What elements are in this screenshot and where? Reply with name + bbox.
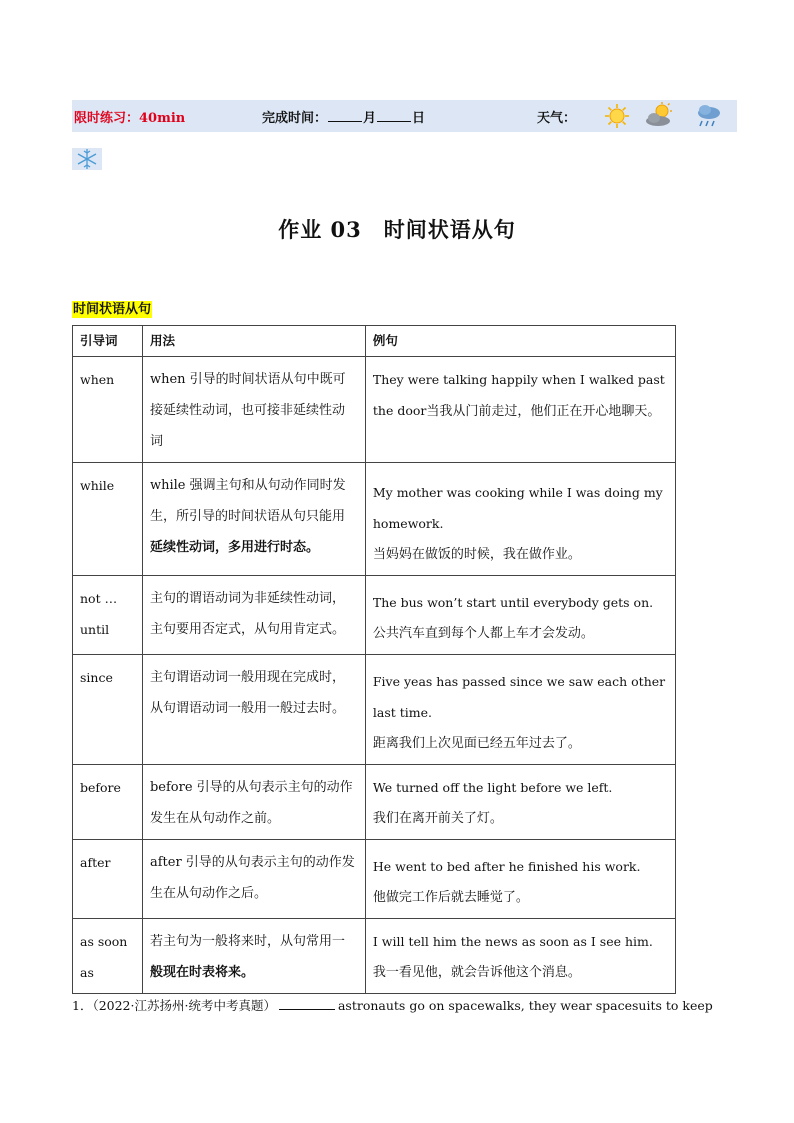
table-row: [73, 463, 676, 576]
keyword-cell: before: [73, 765, 143, 840]
question-text: astronauts go on spacewalks, they wear spacesuits to keep: [337, 998, 713, 1013]
question-1: [72, 996, 713, 1014]
usage-cell: [142, 357, 365, 463]
keyword-cell: while: [73, 463, 143, 576]
table-row: [73, 655, 676, 765]
day-blank[interactable]: [377, 109, 411, 122]
example-en: The bus won’t start until everybody gets on.: [372, 595, 654, 610]
title-part1: 作业 03: [278, 217, 362, 242]
example-cn: 公共汽车直到每个人都上车才会发动。: [372, 626, 594, 641]
example-cn: 他做完工作后就去睡觉了。: [372, 890, 529, 905]
example-cell: [365, 765, 675, 840]
title-part2: 时间状语从句: [383, 217, 516, 242]
partly-cloudy-icon: [644, 102, 676, 128]
weather-label: 天气：: [537, 110, 577, 126]
grammar-table: [72, 325, 676, 994]
keyword-cell: not … until: [73, 576, 143, 655]
answer-blank[interactable]: [279, 998, 335, 1010]
usage-text: 若主句为一般将来时，从句常用一: [149, 934, 345, 949]
example-cn: 当我从门前走过，他们正在开心地聊天。: [426, 404, 661, 419]
example-en: My mother was cooking while I was doing my homework.: [372, 485, 663, 531]
example-en: We turned off the light before we left.: [372, 780, 613, 795]
completion-label: 完成时间：: [262, 110, 328, 126]
header-example: 例句: [365, 326, 675, 357]
usage-text: when 引导的时间状语从句中既可接延续性动词，也可接非延续性动词: [149, 372, 346, 449]
day-label: 日: [412, 110, 426, 126]
example-cell: [365, 840, 675, 919]
table-row: [73, 576, 676, 655]
usage-cell: [142, 463, 365, 576]
keyword-cell: after: [73, 840, 143, 919]
usage-bold-text: 般现在时表将来。: [149, 965, 254, 980]
example-en: I will tell him the news as soon as I see him.: [372, 934, 653, 949]
example-cell: [365, 357, 675, 463]
usage-bold-text: 延续性动词，多用进行时态。: [149, 540, 319, 555]
keyword-cell: since: [73, 655, 143, 765]
usage-text: while 强调主句和从句动作同时发生，所引导的时间状语从句只能用: [149, 478, 346, 524]
usage-text: 主句的谓语动词为非延续性动词，主句要用否定式，从句用肯定式。: [149, 591, 345, 637]
header-keyword: 引导词: [73, 326, 143, 357]
snowflake-icon: [72, 148, 102, 170]
question-number: 1．: [72, 998, 93, 1013]
section-label: 时间状语从句: [73, 302, 152, 317]
example-en: They were talking happily when I walked past the door: [372, 372, 665, 418]
usage-cell: [142, 765, 365, 840]
example-cell: [365, 655, 675, 765]
keyword-cell: as soon as: [73, 919, 143, 994]
header-row: [72, 100, 737, 132]
usage-text: after 引导的从句表示主句的动作发生在从句动作之后。: [149, 855, 355, 901]
month-blank[interactable]: [328, 109, 362, 122]
example-en: Five yeas has passed since we saw each other last time.: [372, 674, 666, 720]
example-cell: [365, 576, 675, 655]
example-cell: [365, 919, 675, 994]
example-cell: [365, 463, 675, 576]
usage-cell: [142, 576, 365, 655]
example-cn: 距离我们上次见面已经五年过去了。: [372, 736, 581, 751]
usage-cell: [142, 655, 365, 765]
page-title: [0, 214, 794, 244]
usage-text: 主句谓语动词一般用现在完成时，从句谓语动词一般用一般过去时。: [149, 670, 345, 716]
keyword-cell: when: [73, 357, 143, 463]
usage-text: before 引导的从句表示主句的动作发生在从句动作之前。: [149, 780, 353, 826]
completion-time: [262, 107, 425, 126]
question-source: （2022·江苏扬州·统考中考真题）: [92, 998, 276, 1013]
example-cn: 我一看见他，就会告诉他这个消息。: [372, 965, 581, 980]
example-cn: 我们在离开前关了灯。: [372, 811, 503, 826]
snow-area: [72, 148, 102, 170]
month-label: 月: [363, 110, 377, 126]
example-en: He went to bed after he finished his work.: [372, 859, 641, 874]
header-usage: 用法: [142, 326, 365, 357]
table-row: [73, 357, 676, 463]
usage-cell: [142, 840, 365, 919]
rain-icon: [695, 103, 723, 131]
table-row: [73, 919, 676, 994]
usage-cell: [142, 919, 365, 994]
time-limit: 限时练习：40min: [74, 110, 186, 126]
table-row: [73, 840, 676, 919]
example-cn: 当妈妈在做饭的时候，我在做作业。: [372, 547, 581, 562]
table-header-row: [73, 326, 676, 357]
sun-icon: [604, 103, 630, 129]
table-row: [73, 765, 676, 840]
